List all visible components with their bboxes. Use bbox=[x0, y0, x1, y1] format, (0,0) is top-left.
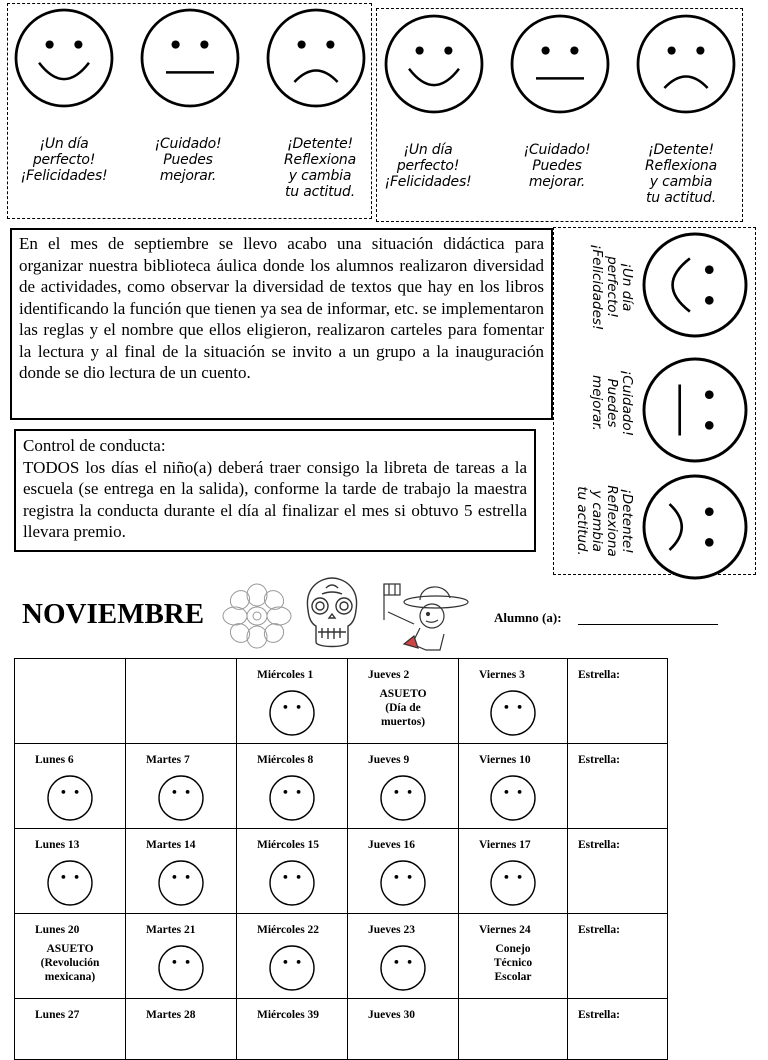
day-note-line: (Revolución bbox=[40, 957, 100, 969]
calendar-day-cell[interactable] bbox=[15, 914, 126, 999]
legend-caption-line: y cambia bbox=[288, 168, 352, 184]
happy-face-icon bbox=[14, 8, 114, 108]
day-label: Jueves 2 bbox=[368, 669, 410, 681]
intro-box bbox=[10, 228, 553, 420]
blank-face-icon[interactable] bbox=[379, 774, 427, 822]
intro-text: En el mes de septiembre se llevo acabo una situación didáctica para organizar nuestra biblioteca áulica donde los alumnos realizaron diversidad de actividades, como observar la diversidad de textos que hay en los libros identificando la función que tienen ya sea de informar, etc. se implementaron las reglas y el nombre que ellos eligieron, realizaron carteles para fomentar la lectura y al final de la situación se invito a un grupo a la inauguración donde se dio lectura de un cuento. bbox=[19, 234, 544, 382]
day-label: Miércoles 1 bbox=[257, 669, 314, 681]
legend-caption bbox=[505, 142, 609, 190]
legend-caption-line: ¡Detente! bbox=[287, 136, 353, 152]
calendar-day-cell[interactable] bbox=[459, 914, 568, 999]
legend-caption-line: perfecto! bbox=[396, 158, 460, 174]
legend-caption bbox=[376, 142, 480, 190]
neutral-face-icon bbox=[140, 8, 240, 108]
legend-caption-line: ¡Cuidado! bbox=[154, 136, 222, 152]
day-label: Martes 7 bbox=[146, 754, 190, 766]
legend-caption-line: Reflexiona bbox=[604, 485, 620, 557]
calendar-week-row bbox=[15, 999, 668, 1060]
day-label: Miércoles 8 bbox=[257, 754, 314, 766]
day-note-line: mexicana) bbox=[44, 971, 96, 983]
day-label: Martes 21 bbox=[146, 924, 196, 936]
day-label bbox=[126, 659, 236, 669]
calendar-day-cell[interactable] bbox=[237, 829, 348, 914]
conduct-box bbox=[14, 429, 536, 552]
day-label: Jueves 23 bbox=[368, 924, 415, 936]
calendar-week-row bbox=[15, 829, 668, 914]
day-note-line: ASUETO bbox=[46, 943, 94, 955]
day-label: Miércoles 15 bbox=[257, 839, 320, 851]
star-cell[interactable] bbox=[568, 914, 668, 999]
calendar-day-cell[interactable] bbox=[348, 744, 459, 829]
flower-drawing bbox=[216, 582, 298, 654]
day-label: Lunes 20 bbox=[35, 924, 80, 936]
day-label: Jueves 16 bbox=[368, 839, 415, 851]
legend-caption-line: mejorar. bbox=[589, 375, 605, 431]
day-label bbox=[459, 999, 567, 1009]
legend-caption-line: tu actitud. bbox=[646, 190, 716, 206]
neutral-face-icon bbox=[510, 14, 610, 114]
star-cell[interactable] bbox=[568, 829, 668, 914]
blank-face-icon[interactable] bbox=[157, 859, 205, 907]
day-label: Viernes 17 bbox=[479, 839, 531, 851]
star-cell[interactable] bbox=[568, 744, 668, 829]
legend-caption-line: ¡Felicidades! bbox=[20, 168, 108, 184]
legend-caption-line: ¡Cuidado! bbox=[523, 142, 591, 158]
legend-caption bbox=[12, 136, 116, 184]
calendar-day-cell[interactable] bbox=[459, 659, 568, 744]
student-label: Alumno (a): bbox=[494, 610, 562, 625]
blank-face-icon[interactable] bbox=[46, 774, 94, 822]
day-label: Viernes 24 bbox=[479, 924, 531, 936]
day-label bbox=[15, 659, 125, 669]
star-cell[interactable] bbox=[568, 999, 668, 1060]
sugar-skull-drawing bbox=[300, 576, 364, 656]
legend-caption-line: mejorar. bbox=[528, 174, 586, 190]
calendar-day-cell[interactable] bbox=[126, 999, 237, 1060]
student-name-field[interactable] bbox=[578, 624, 718, 625]
blank-face-icon[interactable] bbox=[379, 944, 427, 992]
blank-face-icon[interactable] bbox=[489, 859, 537, 907]
day-label: Viernes 10 bbox=[479, 754, 531, 766]
calendar-week-row bbox=[15, 914, 668, 999]
happy-face-icon bbox=[384, 14, 484, 114]
day-label: Martes 14 bbox=[146, 839, 196, 851]
sad-face-icon bbox=[636, 14, 736, 114]
calendar-table bbox=[14, 658, 668, 1060]
blank-face-icon[interactable] bbox=[157, 944, 205, 992]
day-label: Miércoles 22 bbox=[257, 924, 320, 936]
calendar-day-cell[interactable] bbox=[126, 829, 237, 914]
day-note bbox=[348, 687, 458, 729]
calendar-day-cell[interactable] bbox=[15, 829, 126, 914]
legend-caption bbox=[629, 142, 733, 206]
star-label: Estrella: bbox=[578, 669, 620, 681]
neutral-face-icon bbox=[642, 357, 748, 463]
day-label: Lunes 13 bbox=[35, 839, 80, 851]
blank-face-icon[interactable] bbox=[379, 859, 427, 907]
star-label: Estrella: bbox=[578, 754, 620, 766]
legend-caption-line: ¡Felicidades! bbox=[589, 244, 605, 331]
day-note-line: Escolar bbox=[494, 971, 532, 983]
legend-caption-line: ¡Detente! bbox=[619, 488, 635, 554]
legend-caption bbox=[136, 136, 240, 184]
blank-face-icon[interactable] bbox=[268, 944, 316, 992]
legend-caption-line: ¡Un día bbox=[39, 136, 89, 152]
legend-caption-line: mejorar. bbox=[159, 168, 217, 184]
calendar-week-row bbox=[15, 744, 668, 829]
legend-caption-line: perfecto! bbox=[604, 256, 620, 318]
legend-caption-line: Puedes bbox=[163, 152, 213, 168]
conduct-text: TODOS los días el niño(a) deberá traer consigo la libreta de tareas a la escuela (se entrega en la salida), conforme la tarde de trabajo la maestra registra la conducta durante el día al finalizar el mes si obtuvo 5 estrella llevara premio. bbox=[23, 457, 527, 541]
day-label: Jueves 9 bbox=[368, 754, 410, 766]
star-cell[interactable] bbox=[568, 659, 668, 744]
legend-caption bbox=[574, 478, 634, 564]
blank-face-icon[interactable] bbox=[489, 774, 537, 822]
legend-caption-line: ¡Cuidado! bbox=[619, 369, 635, 437]
calendar-day-cell[interactable] bbox=[126, 659, 237, 744]
calendar-day-cell[interactable] bbox=[459, 829, 568, 914]
legend-caption-line: ¡Un día bbox=[619, 262, 635, 312]
star-label: Estrella: bbox=[578, 924, 620, 936]
calendar-week-row bbox=[15, 659, 668, 744]
day-note-line: Técnico bbox=[493, 957, 533, 969]
legend-caption bbox=[268, 136, 372, 200]
legend-caption bbox=[589, 360, 634, 446]
boy-with-flag-drawing bbox=[374, 578, 470, 658]
blank-face-icon[interactable] bbox=[268, 859, 316, 907]
day-note-line: ASUETO bbox=[379, 688, 427, 700]
day-label: Miércoles 39 bbox=[257, 1009, 320, 1021]
day-label: Lunes 27 bbox=[35, 1009, 80, 1021]
calendar-day-cell[interactable] bbox=[348, 999, 459, 1060]
calendar-day-cell[interactable] bbox=[237, 914, 348, 999]
legend-caption-line: ¡Detente! bbox=[648, 142, 714, 158]
legend-caption-line: Reflexiona bbox=[284, 152, 356, 168]
legend-caption-line: y cambia bbox=[649, 174, 713, 190]
legend-caption-line: perfecto! bbox=[32, 152, 96, 168]
legend-caption-line: Puedes bbox=[604, 378, 620, 428]
day-label: Viernes 3 bbox=[479, 669, 525, 681]
day-note-line: (Día de bbox=[385, 702, 421, 714]
day-note bbox=[459, 942, 567, 984]
calendar-day-cell[interactable] bbox=[459, 744, 568, 829]
day-note-line: muertos) bbox=[380, 716, 426, 728]
month-title: NOVIEMBRE bbox=[22, 598, 205, 630]
legend-caption-line: y cambia bbox=[589, 490, 605, 552]
legend-caption-line: ¡Un día bbox=[403, 142, 453, 158]
calendar-day-cell[interactable] bbox=[237, 744, 348, 829]
blank-face-icon[interactable] bbox=[268, 689, 316, 737]
blank-face-icon[interactable] bbox=[157, 774, 205, 822]
calendar-day-cell[interactable] bbox=[126, 744, 237, 829]
calendar-day-cell[interactable] bbox=[15, 999, 126, 1060]
legend-caption-line: tu actitud. bbox=[574, 486, 590, 556]
happy-face-icon bbox=[642, 232, 748, 338]
blank-face-icon[interactable] bbox=[46, 859, 94, 907]
calendar-day-cell[interactable] bbox=[15, 744, 126, 829]
calendar-day-cell[interactable] bbox=[348, 659, 459, 744]
calendar-day-cell[interactable] bbox=[15, 659, 126, 744]
sad-face-icon bbox=[266, 8, 366, 108]
calendar-day-cell[interactable] bbox=[459, 999, 568, 1060]
blank-face-icon[interactable] bbox=[489, 689, 537, 737]
day-label: Martes 28 bbox=[146, 1009, 196, 1021]
legend-caption-line: tu actitud. bbox=[285, 184, 355, 200]
calendar-day-cell[interactable] bbox=[348, 829, 459, 914]
star-label: Estrella: bbox=[578, 839, 620, 851]
calendar-day-cell[interactable] bbox=[126, 914, 237, 999]
conduct-heading: Control de conducta: bbox=[23, 436, 166, 455]
legend-caption-line: Reflexiona bbox=[645, 158, 717, 174]
calendar-day-cell[interactable] bbox=[348, 914, 459, 999]
day-label: Lunes 6 bbox=[35, 754, 74, 766]
sad-face-icon bbox=[642, 474, 748, 580]
legend-caption-line: Puedes bbox=[532, 158, 582, 174]
star-label: Estrella: bbox=[578, 1009, 620, 1021]
legend-caption bbox=[589, 244, 634, 330]
legend-caption-line: ¡Felicidades! bbox=[384, 174, 472, 190]
day-label: Jueves 30 bbox=[368, 1009, 415, 1021]
blank-face-icon[interactable] bbox=[268, 774, 316, 822]
calendar-day-cell[interactable] bbox=[237, 659, 348, 744]
day-note-line: Conejo bbox=[495, 943, 531, 955]
calendar-day-cell[interactable] bbox=[237, 999, 348, 1060]
day-note bbox=[15, 942, 125, 984]
